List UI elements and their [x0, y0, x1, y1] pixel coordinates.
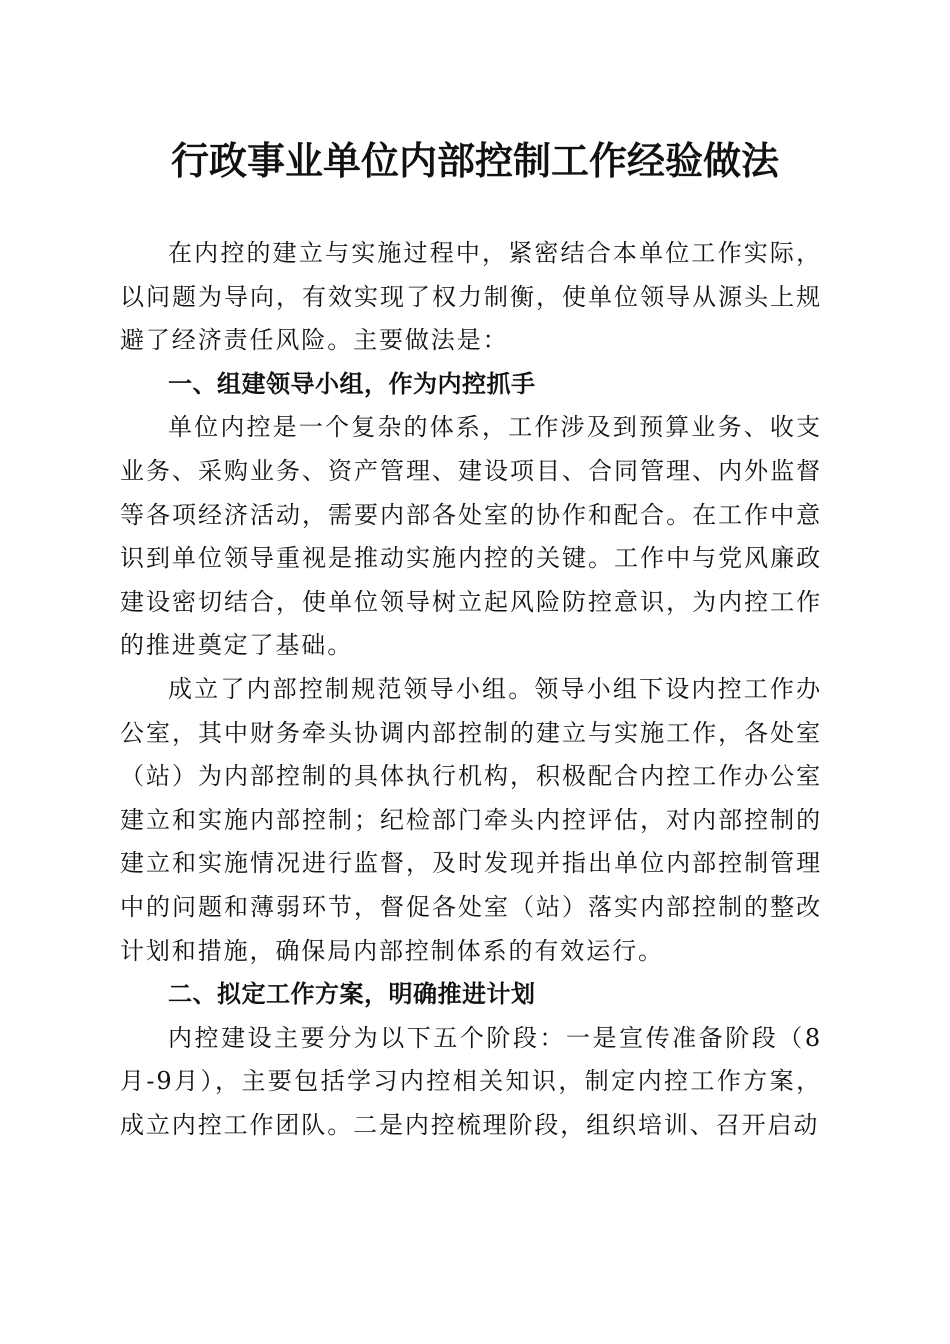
document-title: 行政事业单位内部控制工作经验做法 [170, 138, 779, 183]
section-1-heading: 一、组建领导小组，作为内控抓手 [168, 369, 536, 398]
section-2-paragraph-1: 内控建设主要分为以下五个阶段：一是宣传准备阶段（8月-9月），主要包括学习内控相关知识，制定内控工作方案，成立内控工作团队。二是内控梳理阶段，组织培训、召开启动 [120, 1023, 822, 1139]
intro-paragraph: 在内控的建立与实施过程中，紧密结合本单位工作实际，以问题为导向，有效实现了权力制衡，使单位领导从源头上规避了经济责任风险。主要做法是： [120, 239, 822, 355]
section-1-paragraph-2: 成立了内部控制规范领导小组。领导小组下设内控工作办公室，其中财务牵头协调内部控制的建立与实施工作，各处室（站）为内部控制的具体执行机构，积极配合内控工作办公室建立和实施内部控制；纪检部门牵头内控评估，对内部控制的建立和实施情况进行监督，及时发现并指出单位内部控制管理中的问题和薄弱环节，督促各处室（站）落实内部控制的整改计划和措施，确保局内部控制体系的有效运行。 [120, 674, 822, 965]
section-2-heading: 二、拟定工作方案，明确推进计划 [168, 980, 536, 1009]
document-body [120, 232, 822, 1147]
section-1-paragraph-1: 单位内控是一个复杂的体系，工作涉及到预算业务、收支业务、采购业务、资产管理、建设项目、合同管理、内外监督等各项经济活动，需要内部各处室的协作和配合。在工作中意识到单位领导重视是推动实施内控的关键。工作中与党风廉政建设密切结合，使单位领导树立起风险防控意识，为内控工作的推进奠定了基础。 [120, 413, 822, 660]
